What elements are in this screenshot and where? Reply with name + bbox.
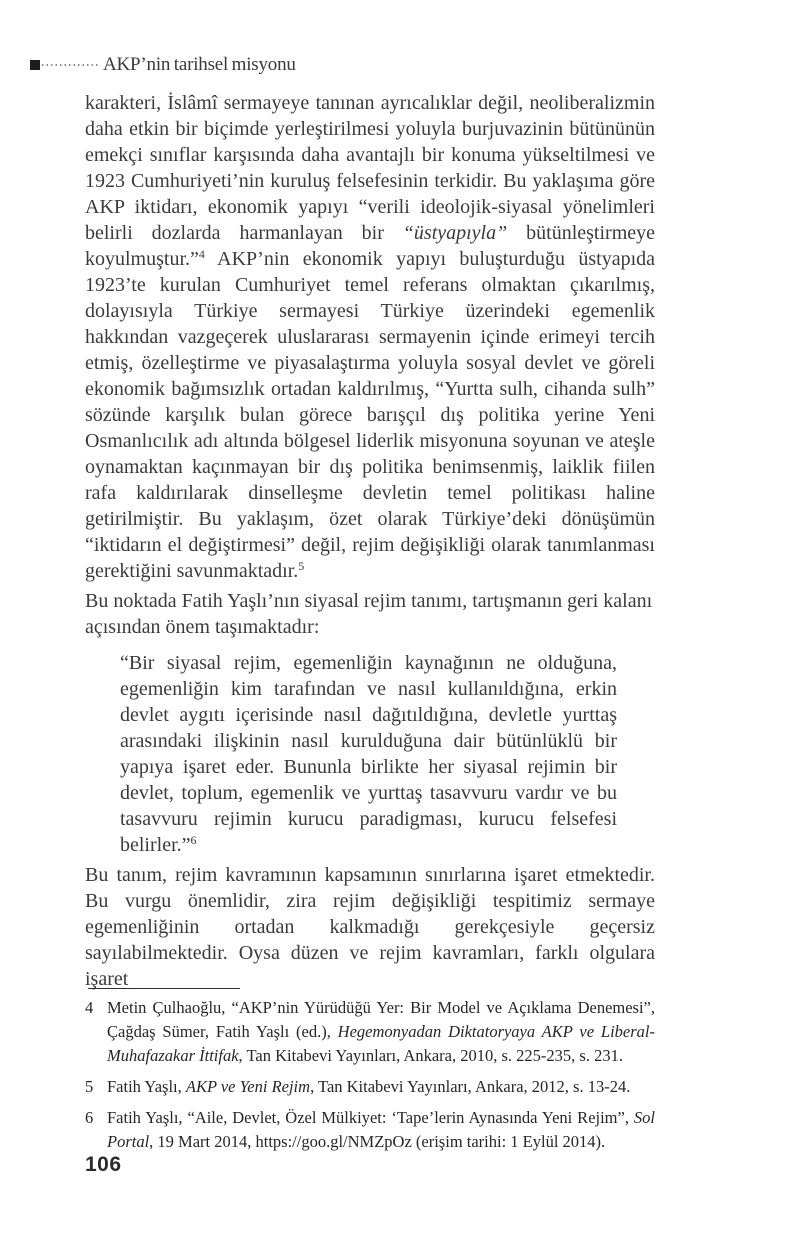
blockquote: “Bir siyasal rejim, egemenliğin kaynağının ne olduğuna, egemenliğin kim tarafından ve nasıl kullanıldığına, erkin devlet aygıtı içerisinde nasıl dağıtıldığına, devletle yurttaş arasındaki ilişkinin nasıl kurulduğuna dair bütünlüklü bir yapıya işaret eder. Bununla birlikte her siyasal rejimin bir devlet, toplum, egemenlik ve yurttaş tasavvuru vardır ve bu tasavvuru rejimin kurucu paradigması, kurucu felsefesi belirler.”$^6$: [120, 652, 617, 856]
footnote-number: 5: [85, 1077, 94, 1096]
paragraph-2: Bu noktada Fatih Yaşlı’nın siyasal rejim tanımı, tartışmanın geri kalanı açısından önem taşımaktadır:: [85, 590, 653, 638]
paragraph-1: karakteri, İslâmî sermayeye tanınan ayrıcalıklar değil, neoliberalizmin daha etkin bir biçimde yerleştirilmesi yoluyla burjuvazinin bütününün emekçi sınıflar karşısında daha avantajlı bir konuma yükseltilmesi ve 1923 Cumhuriyeti’nin kuruluş felsefesinin terkidir. Bu yaklaşıma göre AKP iktidarı, ekonomik yapıyı “verili ideolojik-siyasal yönelimleri belirli dozlarda harmanlayan bir “üstyapıyla” bütünleştirmeye koyulmuştur.”$^4$ AKP’nin ekonomik yapıyı buluşturduğu üstyapıda 1923’te kurulan Cumhuriyet temel referans olmaktan çıkarılmış, dolayısıyla Türkiye sermayesi Türkiye üzerindeki egemenlik hakkından vazgeçerek uluslararası sermayenin içinde erimeyi tercih etmiş, özelleştirme ve piyasalaştırma yoluyla sosyal devlet ve göreli ekonomik bağımsızlık ortadan kaldırılmış, “Yurtta sulh, cihanda sulh” sözünde karşılık bulan görece barışçıl dış politika yerine Yeni Osmanlıcılık adı altında bölgesel liderlik misyonuna soyunan ve ateşle oynamaktan kaçınmayan bir dış politika benimsenmiş, laiklik fiilen rafa kaldırılarak dinselleşme devletin temel politikası haline getirilmiştir. Bu yaklaşım, özet olarak Türkiye’deki dönüşümün “iktidarın el değiştirmesi” değil, rejim değişikliği olarak tanımlanması gerektiğini savunmaktadır.$^5$: [85, 92, 656, 582]
footnote: [85, 996, 655, 1068]
paragraph-3: Bu tanım, rejim kavramının kapsamının sınırlarına işaret etmektedir. Bu vurgu önemlidir, zira rejim değişikliği tespitimiz sermaye egemenliğinin ortadan kalkmadığı gerekçesiyle geçersiz sayılabilmektedir. Oysa düzen ve rejim kavramları, farklı olgulara işaret: [85, 864, 655, 990]
footnote-number: 4: [85, 998, 94, 1017]
footnote-text: Metin Çulhaoğlu, “AKP’nin Yürüdüğü Yer: Bir Model ve Açıklama Denemesi”, Çağdaş Sümer, Fatih Yaşlı (ed.), Hegemonyadan Diktatoryaya AKP ve Liberal-Muhafazakar İttifak, Tan Kitabevi Yayınları, Ankara, 2010, s. 225-235, s. 231.: [107, 998, 655, 1065]
footnote-separator: [88, 988, 240, 989]
header-square-icon: [30, 60, 40, 70]
footnote: [85, 1075, 655, 1099]
header-dotted-line: [42, 64, 98, 66]
footnote: [85, 1106, 655, 1154]
footnote-text: Fatih Yaşlı, “Aile, Devlet, Özel Mülkiyet: ‘Tape’lerin Aynasında Yeni Rejim”, Sol Portal, 19 Mart 2014, https://goo.gl/NMZpOz (erişim tarihi: 1 Eylül 2014).: [107, 1108, 655, 1151]
chapter-title: AKP’nin tarihsel misyonu: [103, 54, 296, 75]
page-number: 106: [85, 1153, 122, 1176]
footnotes-block: [85, 996, 655, 1161]
footnote-text: Fatih Yaşlı, AKP ve Yeni Rejim, Tan Kitabevi Yayınları, Ankara, 2012, s. 13-24.: [107, 1077, 631, 1096]
footnote-number: 6: [85, 1108, 94, 1127]
page-header: [30, 54, 296, 76]
